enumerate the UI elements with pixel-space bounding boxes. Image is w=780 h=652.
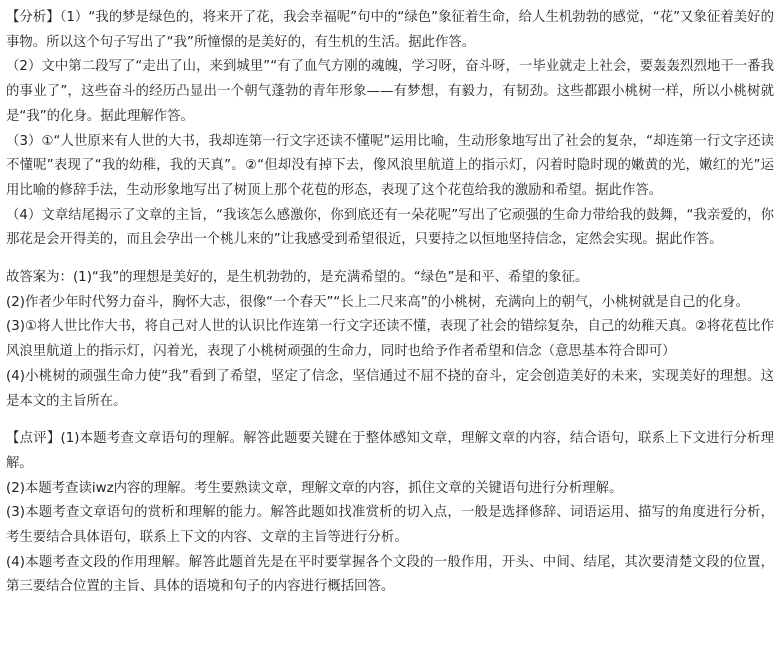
comment-part-4: (4)本题考查文段的作用理解。解答此题首先是在平时要掌握各个文段的一般作用，开头、中间、结尾，其次要清楚文段的位置，第三要结合位置的主旨、具体的语境和句子的内容进行概括回答。 bbox=[6, 554, 774, 595]
analysis-part-4: （4）文章结尾揭示了文章的主旨，“我该怎么感激你，你到底还有一朵花呢”写出了它顽强的生命力带给我的鼓舞，“我亲爱的，你那花是会开得美的，而且会孕出一个桃儿来的”让我感受到希望很近，只要持之以恒地坚持信念，定然会实现。据此作答。 bbox=[6, 207, 774, 248]
answer-part-4: (4)小桃树的顽强生命力使“我”看到了希望，坚定了信念，坚信通过不屈不挠的奋斗，定会创造美好的未来，实现美好的理想。这是本文的主旨所在。 bbox=[6, 368, 774, 409]
answer-section bbox=[6, 266, 774, 414]
analysis-part-3: （3）①“人世原来有人世的大书，我却连第一行文字还读不懂呢”运用比喻，生动形象地写出了社会的复杂，“却连第一行文字还读不懂呢”表现了“我的幼稚，我的天真”。②“但却没有掉下去，像风浪里航道上的指示灯，闪着时隐时现的嫩黄的光，嫩红的光”运用比喻的修辞手法，生动形象地写出了树顶上那个花苞的形态，表现了这个花苞给我的激励和希望。据此作答。 bbox=[6, 133, 774, 198]
analysis-part-2: （2）文中第二段写了“走出了山，来到城里”“有了血气方刚的魂魄，学习呀，奋斗呀，一毕业就走上社会，要轰轰烈烈地干一番我的事业了”，这些奋斗的经历凸显出一个朝气蓬勃的青年形象——有梦想，有毅力，有韧劲。这些都跟小桃树一样，所以小桃树就是“我”的化身。据此理解作答。 bbox=[6, 59, 774, 124]
analysis-section bbox=[6, 6, 774, 253]
section-spacer bbox=[6, 253, 774, 266]
answer-part-3: (3)①将人世比作大书，将自己对人世的认识比作连第一行文字还读不懂，表现了社会的错综复杂，自己的幼稚天真。②将花苞比作风浪里航道上的指示灯，闪着光，表现了小桃树顽强的生命力，同时也给予作者希望和信念（意思基本符合即可） bbox=[6, 319, 774, 360]
section-spacer bbox=[6, 414, 774, 427]
comment-part-3: (3)本题考查文章语句的赏析和理解的能力。解答此题如找准赏析的切入点，一般是选择修辞、词语运用、描写的角度进行分析，考生要结合具体语句，联系上下文的内容、文章的主旨等进行分析。 bbox=[6, 505, 774, 546]
answer-part-1: 故答案为：(1)“我”的理想是美好的，是生机勃勃的，是充满希望的。“绿色”是和平、希望的象征。 bbox=[6, 270, 589, 286]
comment-part-2: (2)本题考查读iwz内容的理解。考生要熟读文章，理解文章的内容，抓住文章的关键语句进行分析理解。 bbox=[6, 480, 623, 496]
comment-part-1: 【点评】(1)本题考查文章语句的理解。解答此题要关键在于整体感知文章，理解文章的内容，结合语句，联系上下文进行分析理解。 bbox=[6, 431, 774, 471]
analysis-part-1: 【分析】（1）“我的梦是绿色的，将来开了花，我会幸福呢”句中的“绿色”象征着生命，给人生机勃勃的感觉，“花”又象征着美好的事物。所以这个句子写出了“我”所憧憬的是美好的，有生机的生活。据此作答。 bbox=[6, 10, 774, 50]
comment-section bbox=[6, 427, 774, 600]
answer-part-2: (2)作者少年时代努力奋斗，胸怀大志，很像“一个春天”“长上二尺来高”的小桃树，充满向上的朝气，小桃树就是自己的化身。 bbox=[6, 294, 750, 310]
